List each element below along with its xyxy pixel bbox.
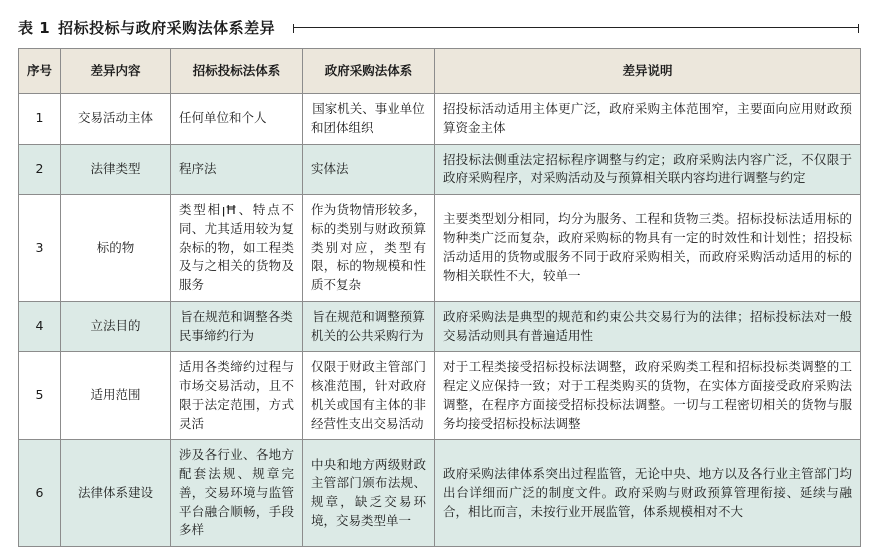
table-row (19, 440, 861, 547)
cell-description: 政府采购法律体系突出过程监管，无论中央、地方以及各行业主管部门均出台详细而广泛的制度文件。政府采购与财政预算管理衔接、延续与融合，相比而言，未按行业开展监管，体系规模相对不大 (435, 440, 861, 547)
cell-government-procurement-law: 作为货物情形较多，标的类别与财政预算类别对应，类型有限，标的物规模和性质不复杂 (303, 195, 435, 302)
column-header-seq: 序号 (19, 49, 61, 94)
cell-seq: 5 (19, 352, 61, 440)
cell-seq: 4 (19, 301, 61, 352)
table-body (19, 94, 861, 547)
cell-bidding-law: 旨在规范和调整各类民事缔约行为 (171, 301, 303, 352)
table-row (19, 301, 861, 352)
table-row (19, 195, 861, 302)
cell-seq: 1 (19, 94, 61, 145)
cell-description: 招投标活动适用主体更广泛，政府采购主体范围窄，主要面向应用财政预算资金主体 (435, 94, 861, 145)
cell-bidding-law: 类型相ןĦ、特点不同、尤其适用较为复杂标的物，如工程类及与之相关的货物及服务 (171, 195, 303, 302)
cell-topic: 交易活动主体 (61, 94, 171, 145)
cell-bidding-law: 程序法 (171, 144, 303, 195)
cell-topic: 法律体系建设 (61, 440, 171, 547)
caption-title: 招标投标与政府采购法体系差异 (58, 18, 276, 37)
column-header-description: 差异说明 (435, 49, 861, 94)
cell-topic: 标的物 (61, 195, 171, 302)
cell-description: 招投标法侧重法定招标程序调整与约定；政府采购法内容广泛，不仅限于政府采购程序，对采购活动及与预算相关联内容均进行调整与约定 (435, 144, 861, 195)
table-header (19, 49, 861, 94)
cell-topic: 立法目的 (61, 301, 171, 352)
table-row (19, 144, 861, 195)
comparison-table (18, 48, 861, 547)
cell-government-procurement-law: 国家机关、事业单位和团体组织 (303, 94, 435, 145)
cell-government-procurement-law: 实体法 (303, 144, 435, 195)
cell-seq: 6 (19, 440, 61, 547)
column-header-topic: 差异内容 (61, 49, 171, 94)
table-row (19, 352, 861, 440)
cell-topic: 适用范围 (61, 352, 171, 440)
cell-description: 对于工程类接受招标投标法调整，政府采购类工程和招标投标类调整的工程定义应保持一致；对于工程类购买的货物，在实体方面接受政府采购法调整，在程序方面接受招标投标法调整。一切与工程密切相关的货物与服务均接受招标投标法调整 (435, 352, 861, 440)
cell-bidding-law: 适用各类缔约过程与市场交易活动，且不限于法定范围，方式灵活 (171, 352, 303, 440)
column-header-government-procurement-law: 政府采购法体系 (303, 49, 435, 94)
cell-seq: 2 (19, 144, 61, 195)
cell-government-procurement-law: 仅限于财政主管部门核准范围，针对政府机关或国有主体的非经营性支出交易活动 (303, 352, 435, 440)
table-caption (18, 14, 861, 40)
cell-description: 政府采购法是典型的规范和约束公共交易行为的法律；招标投标法对一般交易活动则具有普遍适用性 (435, 301, 861, 352)
cell-description: 主要类型划分相同，均分为服务、工程和货物三类。招标投标法适用标的物种类广泛而复杂，政府采购标的物具有一定的时效性和计划性；招投标活动适用的货物或服务不同于政府采购相关，而政府采购活动适用的标的物相关联性不大，较单一 (435, 195, 861, 302)
cell-seq: 3 (19, 195, 61, 302)
cell-bidding-law: 任何单位和个人 (171, 94, 303, 145)
cell-bidding-law: 涉及各行业、各地方配套法规、规章完善，交易环境与监管平台融合顺畅，手段多样 (171, 440, 303, 547)
table-header-row (19, 49, 861, 94)
cell-topic: 法律类型 (61, 144, 171, 195)
column-header-bidding-law: 招标投标法体系 (171, 49, 303, 94)
caption-rule (293, 27, 859, 28)
table-row (19, 94, 861, 145)
caption-label: 表 1 (18, 18, 51, 37)
cell-government-procurement-law: 中央和地方两级财政主管部门颁布法规、规章，缺乏交易环境，交易类型单一 (303, 440, 435, 547)
cell-government-procurement-law: 旨在规范和调整预算机关的公共采购行为 (303, 301, 435, 352)
